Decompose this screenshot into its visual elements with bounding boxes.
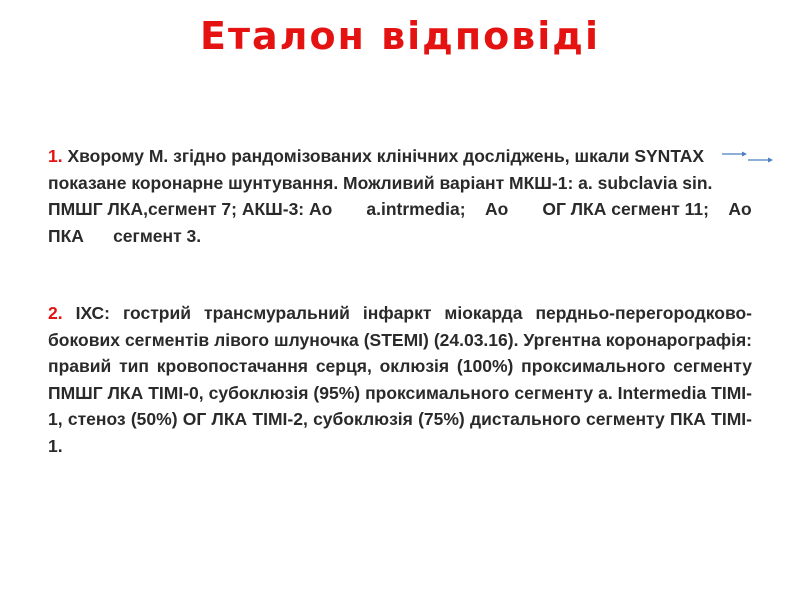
- answer-item-2: [48, 300, 752, 459]
- slide-title: Еталон відповіді: [200, 14, 600, 58]
- item-number: 2.: [48, 303, 63, 323]
- item-text: ІХС: гострий трансмуральний інфаркт міокарда пердньо-перегородково-бокових сегментів лівого шлуночка (STEMI) (24.03.16). Ургентна коронарографія: правий тип кровопостачання серця, оклюзія (100%) проксимального сегменту ПМШГ ЛКА TIMI-0, субоклюзія (95%) проксимального сегменту a. Intermedia TIMI-1, стеноз (50%) ОГ ЛКА TIMI-2, субоклюзія (75%) дистального сегменту ПКА TIMI-1.: [48, 303, 752, 456]
- item-text: Хворому М. згідно рандомізованих клінічних досліджень, шкали SYNTAX показане коронарне шунтування. Можливий варіант МКШ-1: а. subclavia sin. ПМШГ ЛКА,сегмент 7; АКШ-3: Ао a.intrmedia; Ао ОГ ЛКА сегмент 11; Ао ПКА сегмент 3.: [48, 146, 786, 246]
- item-number: 1.: [48, 146, 63, 166]
- answer-item-1: [48, 143, 786, 249]
- arrow-right-icon: [722, 150, 774, 164]
